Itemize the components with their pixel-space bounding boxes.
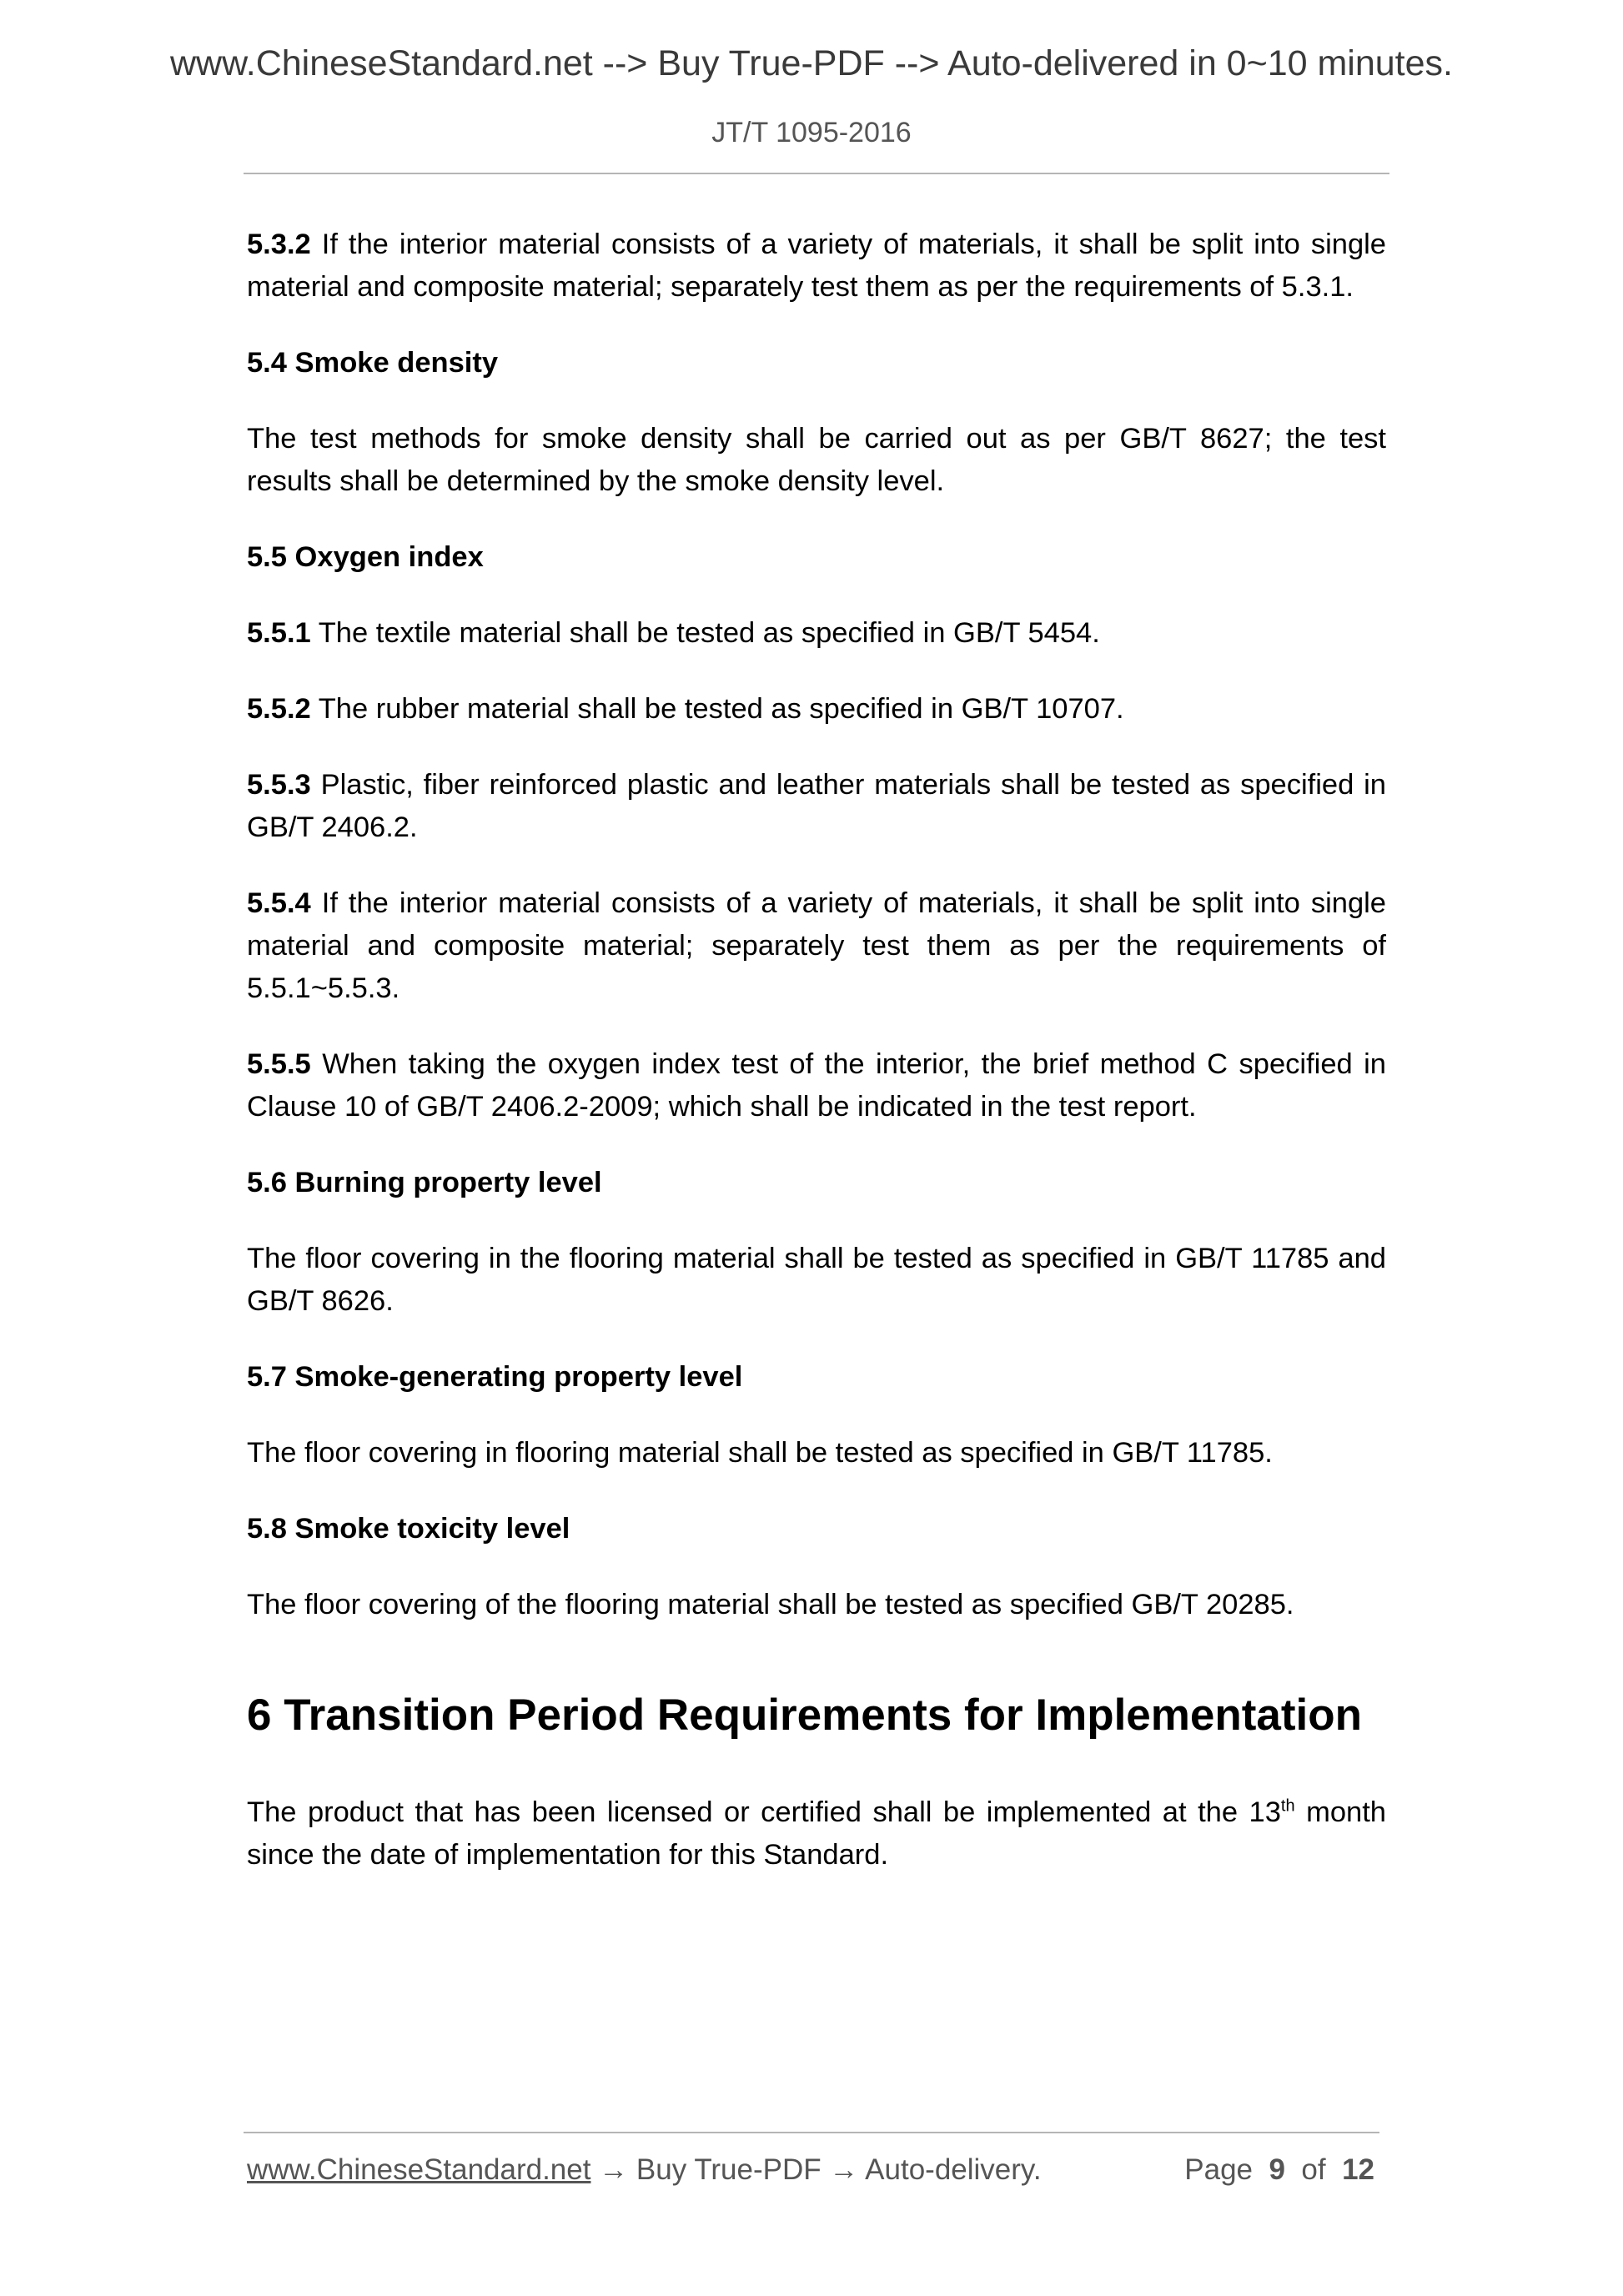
heading-6: 6 Transition Period Requirements for Implementation [247, 1691, 1363, 1740]
clause-5-5-3 [247, 764, 1386, 849]
heading-5-7: 5.7 Smoke-generating property level [247, 1361, 743, 1393]
heading-5-6: 5.6 Burning property level [247, 1167, 602, 1198]
clause-text: The rubber material shall be tested as specified in GB/T 10707. [318, 693, 1124, 725]
footer-website-link[interactable]: www.ChineseStandard.net [247, 2153, 591, 2186]
page-of-label: of [1301, 2153, 1326, 2186]
top-banner: www.ChineseStandard.net --> Buy True-PDF --> Auto-delivered in 0~10 minutes. [169, 43, 1453, 83]
document-body [247, 224, 1386, 1910]
header-divider [244, 173, 1389, 174]
clause-number: 5.5.3 [247, 769, 311, 801]
heading-5-5: 5.5 Oxygen index [247, 541, 484, 573]
ordinal-superscript: th [1280, 1796, 1295, 1816]
clause-number: 5.5.1 [247, 617, 311, 649]
page-label: Page [1184, 2153, 1254, 2186]
clause-number: 5.5.4 [247, 887, 311, 919]
clause-5-5-5 [247, 1043, 1386, 1128]
clause-number: 5.5.2 [247, 693, 311, 725]
paragraph-5-8: The floor covering of the flooring material shall be tested as specified GB/T 20285. [247, 1589, 1294, 1620]
paragraph-6 [247, 1791, 1386, 1876]
clause-5-3-2 [247, 224, 1386, 309]
clause-text: If the interior material consists of a variety of materials, it shall be split into single material and composite material; separately test them as per the requirements of 5.5.1~5.5.3. [247, 887, 1386, 1004]
paragraph-5-6: The floor covering in the flooring material shall be tested as specified in GB/T 11785 and GB/T 8626. [247, 1243, 1386, 1317]
document-code: JT/T 1095-2016 [711, 117, 912, 148]
footer-tagline: → Buy True-PDF → Auto-delivery. [590, 2153, 1042, 2186]
page-total: 12 [1342, 2153, 1374, 2186]
clause-5-5-1 [247, 612, 1386, 655]
footer-divider [244, 2132, 1379, 2133]
footer-left [247, 2153, 1042, 2187]
heading-5-4: 5.4 Smoke density [247, 347, 499, 379]
clause-text: Plastic, fiber reinforced plastic and leather materials shall be tested as specified in GB/T 2406.2. [247, 769, 1386, 843]
clause-number: 5.3.2 [247, 229, 311, 260]
heading-5-8: 5.8 Smoke toxicity level [247, 1513, 570, 1545]
page-number: 9 [1269, 2153, 1285, 2186]
clause-text: If the interior material consists of a variety of materials, it shall be split into single material and composite material; separately test them as per the requirements of 5.3.1. [247, 229, 1386, 303]
clause-number: 5.5.5 [247, 1048, 311, 1080]
clause-text: When taking the oxygen index test of the interior, the brief method C specified in Clause 10 of GB/T 2406.2-2009; which shall be indicated in the test report. [247, 1048, 1386, 1123]
clause-text: The textile material shall be tested as specified in GB/T 5454. [318, 617, 1100, 649]
text-after-superscript: month since the date of implementation for this Standard. [247, 1796, 1386, 1871]
clause-5-5-2 [247, 688, 1386, 731]
page-counter [1184, 2153, 1374, 2187]
paragraph-5-4: The test methods for smoke density shall be carried out as per GB/T 8627; the test results shall be determined by the smoke density level. [247, 423, 1386, 497]
clause-5-5-4 [247, 882, 1386, 1010]
text-before-superscript: The product that has been licensed or certified shall be implemented at the 13 [247, 1796, 1281, 1828]
paragraph-5-7: The floor covering in flooring material shall be tested as specified in GB/T 11785. [247, 1437, 1273, 1469]
